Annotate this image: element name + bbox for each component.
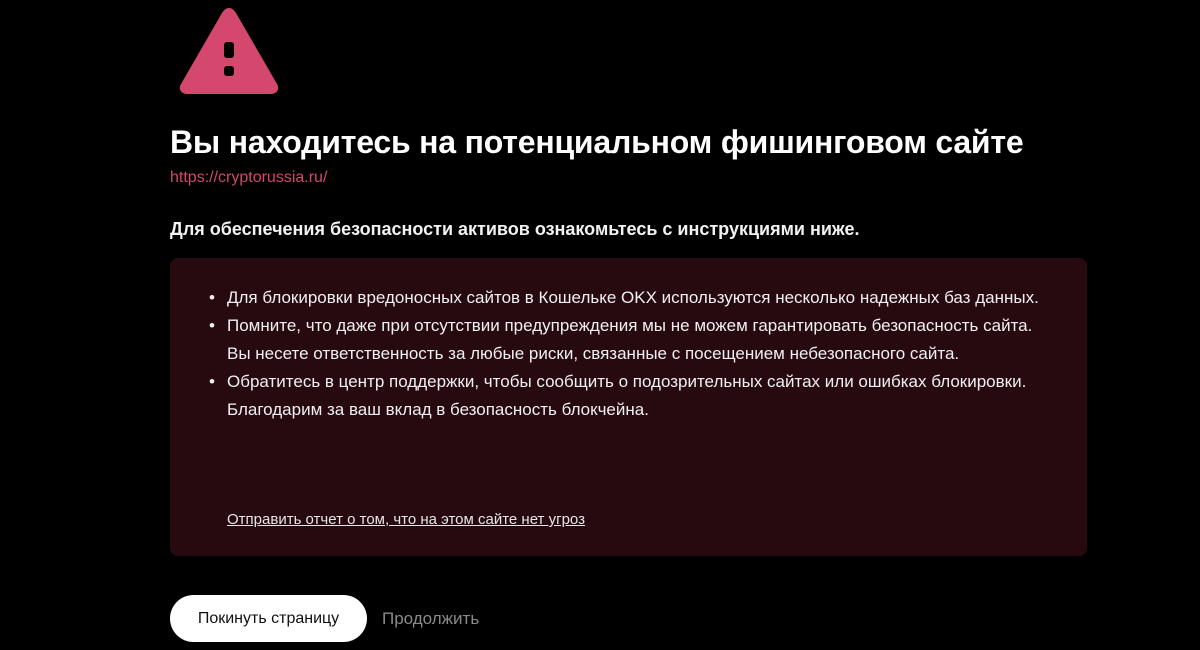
instruction-text: Помните, что даже при отсутствии предупреждения мы не можем гарантировать безопасность сайта. Вы несете ответственность за любые риски, связанные с посещением небезопасного сайта. — [227, 316, 1033, 363]
instruction-item — [207, 368, 1057, 424]
instruction-text: Для блокировки вредоносных сайтов в Кошельке OKX используются несколько надежных баз данных. — [227, 288, 1039, 307]
continue-button[interactable]: Продолжить — [382, 609, 480, 628]
instruction-item — [207, 284, 1057, 312]
instruction-text: Обратитесь в центр поддержки, чтобы сообщить о подозрительных сайтах или ошибках блокировки. Благодарим за ваш вклад в безопасность блокчейна. — [227, 372, 1027, 419]
page-title: Вы находитесь на потенциальном фишинговом сайте — [170, 124, 1024, 160]
instructions-list — [207, 284, 1057, 424]
report-safe-site-link[interactable]: Отправить отчет о том, что на этом сайте нет угроз — [227, 511, 585, 528]
bullet-dot: • — [209, 372, 215, 391]
leave-page-button[interactable]: Покинуть страницу — [170, 595, 367, 642]
site-url: https://cryptorussia.ru/ — [170, 169, 328, 186]
instructions-panel — [170, 258, 1087, 556]
bullet-dot: • — [209, 316, 215, 335]
instruction-item — [207, 312, 1057, 368]
bullet-dot: • — [209, 288, 215, 307]
warning-triangle-icon — [177, 4, 281, 96]
intro-text: Для обеспечения безопасности активов ознакомьтесь с инструкциями ниже. — [170, 219, 860, 239]
